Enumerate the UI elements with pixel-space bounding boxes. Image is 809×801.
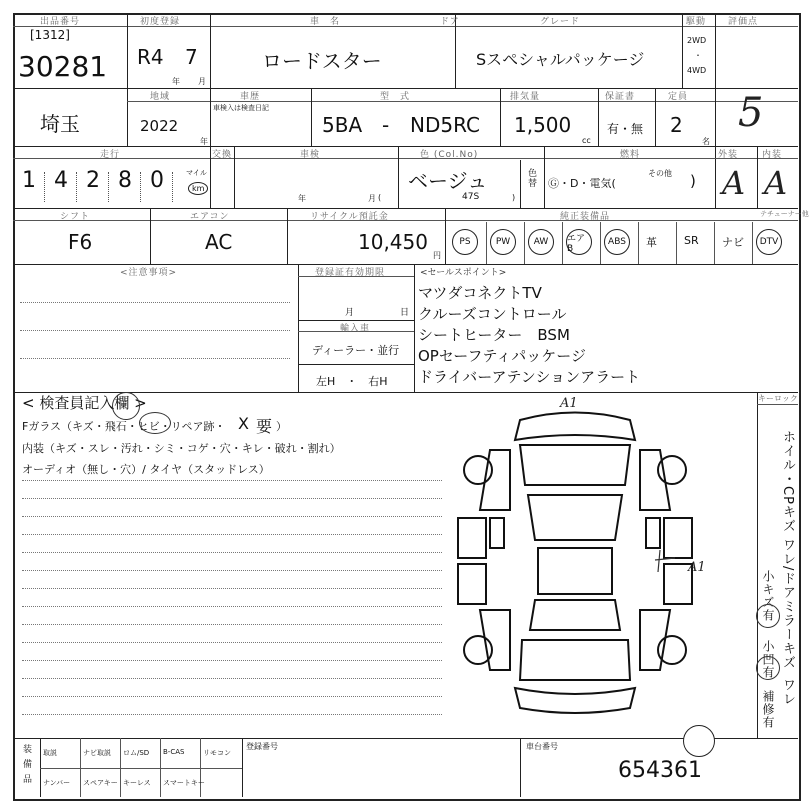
diagram-mark-side: A1 [688,560,706,575]
equipment-divider [524,222,525,264]
fuel-close: ) [690,172,696,190]
region-label: 地域 [150,92,171,102]
score-label: 評価点 [728,17,759,27]
note-circle-1 [756,604,780,628]
equipment-divider [486,222,487,264]
score-value: 5 [738,90,764,136]
warranty-label: 保証書 [605,92,636,102]
multiplier-label: 交換 [212,150,233,160]
mileage-digit-separator [108,172,109,202]
glass-close: ） [276,420,287,433]
recycle-label: リサイクル預託金 [310,212,389,222]
notes-label: <注意事項> [120,268,178,278]
accessory-divider [120,738,121,797]
equipment-divider [752,222,753,264]
model-prefix: 5BA [322,113,363,137]
audio-line: オーディオ（無し・穴）/ タイヤ（スタッドレス） [22,463,270,476]
accessory-divider [160,738,161,797]
inspector-dotted-line [22,480,442,481]
right-col-note-3: 補修有 [761,690,775,729]
sales-point-item: OPセーフティパッケージ [418,347,587,365]
title-circle [112,392,140,420]
model-year: 2022 [140,117,179,135]
model-year-unit: 年 [200,137,208,146]
sales-point-item: クルーズコントロール [418,305,567,323]
first-reg-month: 7 [185,45,198,69]
inspector-dotted-line [22,498,442,499]
recycle-unit: 円 [433,251,441,260]
mileage-digit: 2 [86,168,100,193]
equipment-item: PS [452,229,478,255]
shaken-month-unit: 月 [368,194,376,203]
fuel-options: Ⓖ・D・電気( [548,177,616,190]
shaken-year-unit: 年 [298,194,306,203]
mileage-digit: 0 [150,168,164,193]
inspector-dotted-line [22,714,442,715]
key-lock-label: キーロック [758,394,798,403]
accessory-item: 取説 [43,749,57,757]
accessory-item: ロム/SD [123,749,150,757]
mileage-digit-separator [44,172,45,202]
glass-need: 要 [256,417,273,436]
stone-chip-circle [139,412,171,434]
inspector-dotted-line [22,642,442,643]
first-reg-era: R4 [137,45,164,69]
inspector-dotted-line [22,678,442,679]
tuner-label: テチューナー他 [760,210,809,218]
import-dealer: ディーラー・並行 [312,344,400,357]
expiry-month: 月 [345,308,355,318]
right-col-2: ワレ/ドアミラーキズ [780,538,795,670]
interior-grade: A [764,164,788,202]
accessory-item: B-CAS [163,748,185,756]
cc-label: 排気量 [510,92,541,102]
import-label: 輸入車 [340,324,371,334]
color-code: 47S [462,192,480,202]
chassis-number: 654361 [618,758,702,783]
lot-code: [1312] [30,28,70,42]
color-label: 色 (Col.No) [420,150,479,160]
equipment-item: SR [684,234,699,247]
grade-value: Sスペシャルパッケージ [476,50,645,69]
reg-number-label: 登録番号 [246,742,278,751]
exterior-grade: A [722,164,746,202]
car-name-label: 車 名 [310,17,341,27]
inspector-dotted-line [22,696,442,697]
inspector-dotted-line [22,588,442,589]
accessory-item: スマートキー [163,779,205,787]
accessory-divider [80,738,81,797]
right-col-3: ワレ [780,678,795,706]
expiry-day: 日 [400,308,410,318]
grade-label: グレード [540,17,581,27]
mileage-unit-km: km [188,182,208,195]
color-name: ベージュ [408,169,488,193]
region-value: 埼玉 [40,112,80,136]
model-label: 型 式 [380,92,411,102]
mileage-digit: 1 [22,168,36,193]
equipment-divider [714,222,715,264]
equipment-item: AW [528,229,554,255]
right-col-note-2: 小凹有 [761,640,775,679]
ac-value: AC [205,230,233,254]
accessory-item: キーレス [123,779,151,787]
equipment-label: 純正装備品 [560,212,611,222]
model-dash: - [382,113,390,137]
exterior-label: 外装 [718,150,739,160]
first-reg-year-unit: 年 [172,77,180,86]
expiry-label: 登録証有効期限 [315,268,386,278]
car-name: ロードスター [262,49,382,73]
mileage-label: 走行 [100,150,121,160]
inspector-dotted-line [22,660,442,661]
equipment-divider [562,222,563,264]
shift-value: F6 [68,230,93,254]
accessory-item: リモコン [203,749,231,757]
shaken-paren-open: ( [378,193,382,202]
capacity-label: 定員 [668,92,689,102]
displacement: 1,500 [514,113,572,137]
drive-sep: ・ [694,51,702,60]
inspector-dotted-line [22,534,442,535]
accessory-divider [200,738,201,797]
equipment-divider [600,222,601,264]
equipment-item: ナビ [722,236,744,249]
lot-label: 出品番号 [40,17,81,27]
equipment-item: ABS [604,229,630,255]
sales-point-item: マツダコネクトTV [418,284,542,302]
sales-point-item: シートヒーター BSM [418,326,570,344]
inspector-dotted-line [22,624,442,625]
inspector-dotted-line [22,570,442,571]
capacity-unit: 名 [702,137,710,146]
drive-2wd: 2WD [687,36,707,45]
equipment-divider [638,222,639,264]
warranty-value: 有・無 [607,122,644,136]
drive-label: 駆動 [686,17,707,27]
capacity-value: 2 [670,113,683,137]
equipment-item: 革 [646,236,657,249]
inspector-dotted-line [22,552,442,553]
fuel-label: 燃料 [620,150,641,160]
equipment-item: PW [490,229,516,255]
accessories-vertical-label: 装備品 [21,744,31,789]
shaken-paren-close: ) [512,193,516,202]
displacement-unit: cc [582,136,591,145]
shaken-label: 車検 [300,150,321,160]
accessory-item: スペアキー [83,779,118,787]
inspection-note: 車検入は検査日記 [213,104,269,112]
door-label: ドア [440,17,460,27]
model-code: ND5RC [410,113,480,137]
glass-line: Fガラス（キズ・飛石・ヒビ・リペア跡・ [22,420,226,433]
mileage-digit-separator [140,172,141,202]
recycle-value: 10,450 [358,230,428,254]
diagram-mark-top: A1 [560,396,578,411]
fuel-other: その他 [648,169,672,178]
mileage-digit: 4 [54,168,68,193]
interior-line: 内装（キズ・スレ・汚れ・シミ・コゲ・穴・キレ・破れ・割れ） [22,442,341,455]
equipment-item: DTV [756,229,782,255]
glass-mark: X [238,414,249,433]
right-col-1: ホイル・CPキズ [780,430,795,533]
equipment-divider [676,222,677,264]
import-steering: 左H ・ 右H [316,375,388,388]
sales-label: <セールスポイント> [420,268,507,278]
interior-label: 内装 [762,150,783,160]
drive-4wd: 4WD [687,66,707,75]
accessory-item: ナビ取説 [83,749,111,757]
first-reg-month-unit: 月 [198,77,206,86]
mileage-digit-separator [172,172,173,202]
equipment-item: エアB [566,229,592,255]
sales-point-item: ドライバーアテンションアラート [418,368,641,386]
car-damage-diagram [450,400,700,730]
ac-label: エアコン [190,212,230,222]
mileage-unit-mile: マイル [186,169,207,177]
inspector-title: < 検査員記入欄 > [22,394,147,412]
mileage-digit-separator [76,172,77,202]
inspector-dotted-line [22,606,442,607]
accessory-item: ナンバー [43,779,71,787]
chassis-label: 車台番号 [526,742,558,751]
inspector-dotted-line [22,516,442,517]
note-circle-2 [756,656,780,680]
right-col-note-1: 小キズ有 [761,570,775,622]
mileage-digit: 8 [118,168,132,193]
spare-tire-circle [683,725,715,757]
vehicle-label: 車歴 [240,92,261,102]
lot-number: 30281 [18,50,108,83]
first-reg-label: 初度登録 [140,17,181,27]
repaint-label: 色替 [526,168,536,188]
shift-label: シフト [60,212,91,222]
